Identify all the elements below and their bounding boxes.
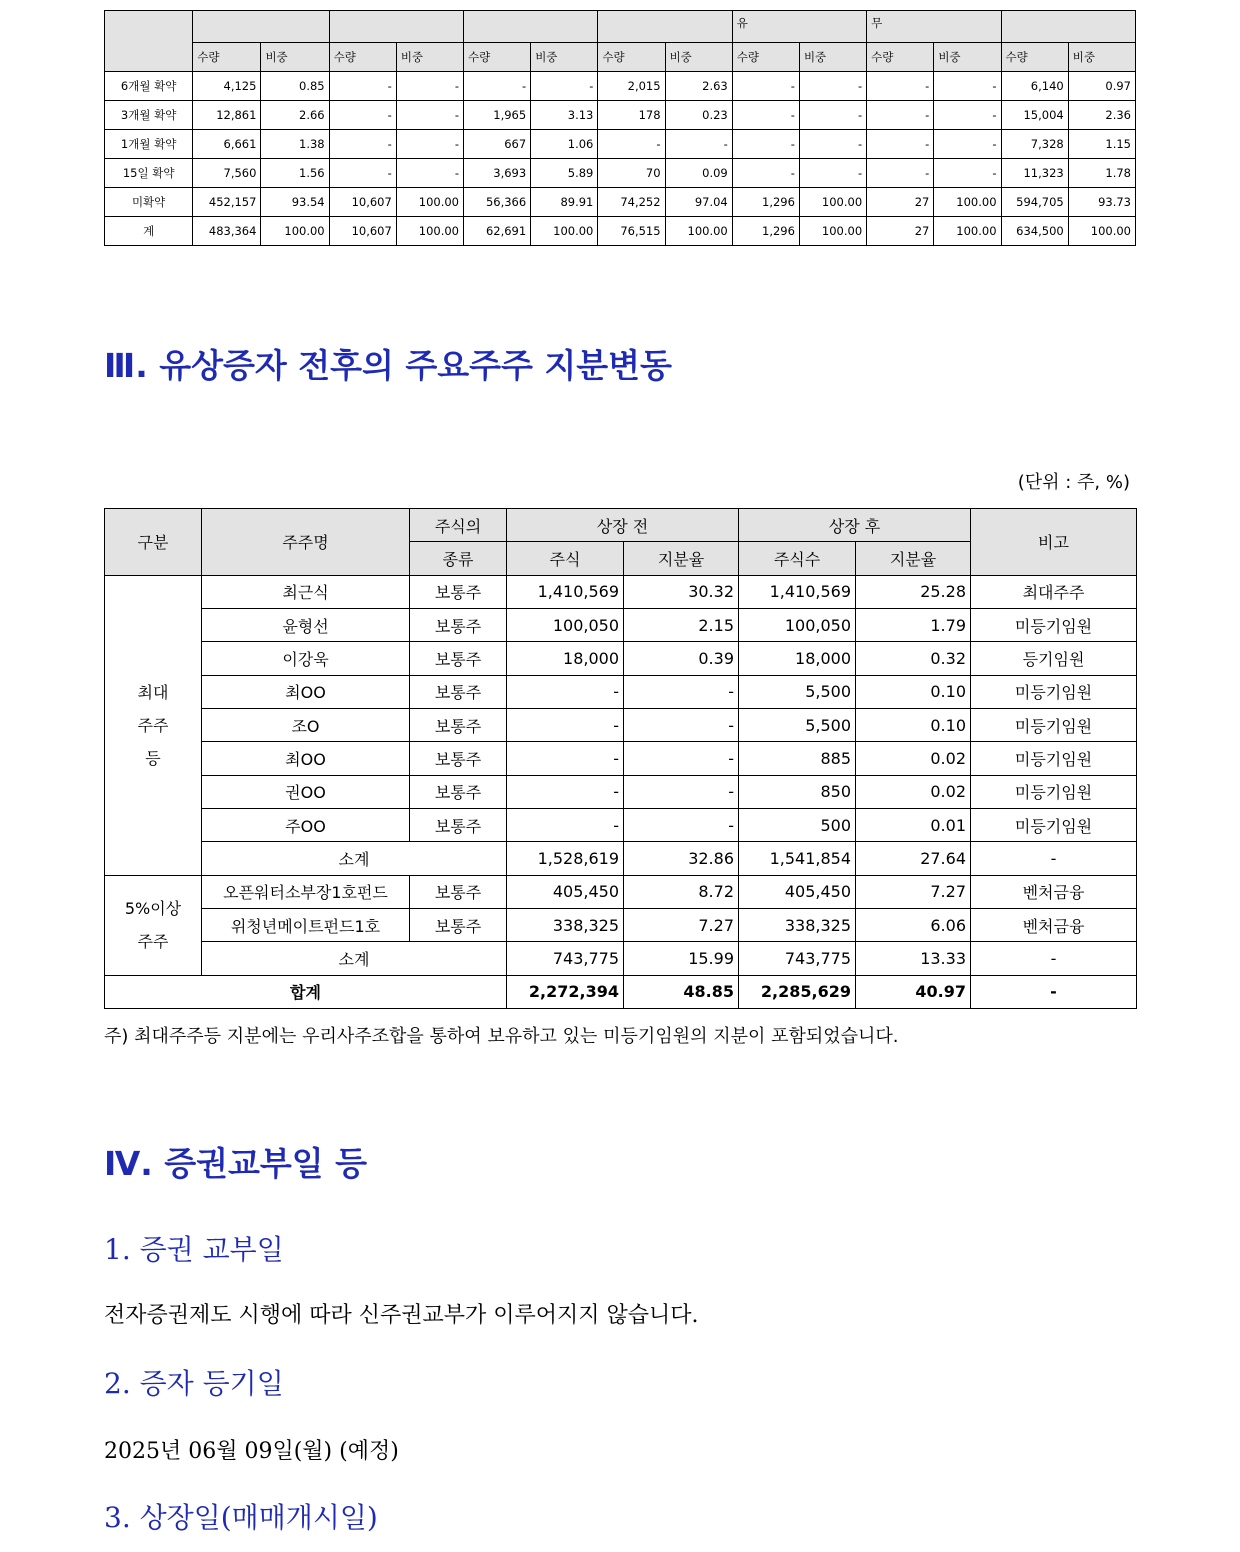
lockup-group-header: 무 — [867, 11, 1001, 43]
share-type: 보통주 — [410, 642, 507, 675]
cell-before-shares: 18,000 — [507, 642, 624, 675]
total-before-ratio: 48.85 — [624, 975, 739, 1008]
section4-title: Ⅳ. 증권교부일 등 — [104, 1144, 368, 1183]
share-type: 보통주 — [410, 708, 507, 741]
lockup-cell: 56,366 — [464, 188, 531, 217]
lockup-sub-header: 비중 — [799, 43, 866, 72]
lockup-cell: - — [329, 101, 396, 130]
cell-before-shares: 100,050 — [507, 608, 624, 641]
cell-before-shares: - — [507, 742, 624, 775]
lockup-cell: 100.00 — [799, 217, 866, 246]
cell-after-ratio: 0.02 — [856, 775, 971, 808]
cell-after-shares: 885 — [739, 742, 856, 775]
share-type: 보통주 — [410, 775, 507, 808]
cell-remark: 미등기임원 — [971, 608, 1137, 641]
lockup-cell: 5.89 — [531, 159, 598, 188]
cell-before-shares: - — [507, 675, 624, 708]
lockup-cell: - — [867, 159, 934, 188]
cell-after-shares: 5,500 — [739, 675, 856, 708]
lockup-cell: - — [732, 72, 799, 101]
lockup-cell: - — [396, 159, 463, 188]
lockup-row-label: 15일 확약 — [105, 159, 193, 188]
lockup-cell: 6,661 — [193, 130, 261, 159]
lockup-cell: 93.73 — [1068, 188, 1135, 217]
lockup-cell: - — [799, 159, 866, 188]
lockup-sub-header: 비중 — [261, 43, 329, 72]
header-category: 구분 — [105, 509, 202, 576]
lockup-table-body — [105, 72, 1136, 246]
cell-after-shares: 18,000 — [739, 642, 856, 675]
cell-remark: 미등기임원 — [971, 708, 1137, 741]
cell-before-shares: - — [507, 708, 624, 741]
header-ratio: 지분율 — [624, 542, 739, 575]
shareholder-table-body — [105, 575, 1137, 1008]
cell-before-ratio: 7.27 — [624, 908, 739, 941]
item2-text: 2025년 06월 09일(월) (예정) — [104, 1439, 399, 1464]
lockup-cell: 2.66 — [261, 101, 329, 130]
lockup-cell: - — [732, 101, 799, 130]
lockup-row — [105, 72, 1136, 101]
lockup-group-header-row — [105, 11, 1136, 43]
lockup-sub-header: 수량 — [867, 43, 934, 72]
lockup-cell: - — [799, 130, 866, 159]
shareholder-row — [105, 608, 1137, 641]
lockup-sub-header: 수량 — [464, 43, 531, 72]
lockup-cell: - — [867, 130, 934, 159]
cell-after-shares: 338,325 — [739, 908, 856, 941]
lockup-cell: - — [934, 130, 1001, 159]
cell-before-shares: 405,450 — [507, 875, 624, 908]
cell-after-shares: 500 — [739, 808, 856, 841]
lockup-cell: 100.00 — [396, 188, 463, 217]
shareholder-row — [105, 742, 1137, 775]
cell-before-ratio: - — [624, 775, 739, 808]
lockup-cell: - — [732, 159, 799, 188]
subtotal-row — [105, 842, 1137, 875]
shareholder-name: 이강욱 — [202, 642, 410, 675]
lockup-row-label: 계 — [105, 217, 193, 246]
group-label-line: 최대 — [137, 682, 169, 702]
header-remark: 비고 — [971, 509, 1137, 576]
lockup-cell: 0.09 — [665, 159, 732, 188]
lockup-cell: 100.00 — [934, 188, 1001, 217]
item2-title: 2. 증자 등기일 — [104, 1367, 284, 1400]
lockup-cell: 7,328 — [1001, 130, 1068, 159]
lockup-cell: 2,015 — [598, 72, 665, 101]
cell-after-shares: 1,410,569 — [739, 575, 856, 608]
lockup-cell: 7,560 — [193, 159, 261, 188]
lockup-sub-header: 비중 — [665, 43, 732, 72]
cell-before-ratio: 0.39 — [624, 642, 739, 675]
lockup-cell: 15,004 — [1001, 101, 1068, 130]
section3-title: Ⅲ. 유상증자 전후의 주요주주 지분변동 — [104, 346, 672, 385]
lockup-sub-header: 수량 — [732, 43, 799, 72]
share-type: 보통주 — [410, 608, 507, 641]
cell-after-shares: 850 — [739, 775, 856, 808]
group-label — [105, 575, 202, 875]
lockup-cell: - — [329, 159, 396, 188]
lockup-cell: 452,157 — [193, 188, 261, 217]
cell-before-ratio: 2.15 — [624, 608, 739, 641]
group-label — [105, 875, 202, 975]
share-type: 보통주 — [410, 808, 507, 841]
subtotal-after-shares: 1,541,854 — [739, 842, 856, 875]
lockup-sub-header: 비중 — [531, 43, 598, 72]
lockup-row-label: 미확약 — [105, 188, 193, 217]
lockup-cell: 594,705 — [1001, 188, 1068, 217]
subtotal-before-shares: 743,775 — [507, 942, 624, 975]
lockup-cell: - — [329, 130, 396, 159]
lockup-cell: - — [531, 72, 598, 101]
lockup-cell: - — [329, 72, 396, 101]
subtotal-label: 소계 — [202, 842, 507, 875]
lockup-cell: - — [799, 101, 866, 130]
total-label: 합계 — [105, 975, 507, 1008]
lockup-cell: 27 — [867, 188, 934, 217]
lockup-cell: 0.85 — [261, 72, 329, 101]
cell-before-ratio: - — [624, 708, 739, 741]
shareholder-table — [104, 508, 1137, 1009]
cell-before-ratio: 30.32 — [624, 575, 739, 608]
lockup-cell: 3,693 — [464, 159, 531, 188]
lockup-sub-header-row — [105, 43, 1136, 72]
cell-after-ratio: 25.28 — [856, 575, 971, 608]
header-name: 주주명 — [202, 509, 410, 576]
lockup-cell: 100.00 — [261, 217, 329, 246]
lockup-cell: - — [732, 130, 799, 159]
cell-after-ratio: 0.01 — [856, 808, 971, 841]
group-label-line: 주주 — [137, 715, 169, 735]
lockup-cell: 1.06 — [531, 130, 598, 159]
subtotal-after-ratio: 13.33 — [856, 942, 971, 975]
lockup-cell: 100.00 — [396, 217, 463, 246]
lockup-row — [105, 217, 1136, 246]
lockup-cell: - — [934, 72, 1001, 101]
lockup-cell: 1.56 — [261, 159, 329, 188]
shareholder-name: 조O — [202, 708, 410, 741]
item3-title: 3. 상장일(매매개시일) — [104, 1501, 378, 1534]
item1-title: 1. 증권 교부일 — [104, 1233, 284, 1266]
lockup-cell: - — [396, 101, 463, 130]
cell-after-ratio: 0.32 — [856, 642, 971, 675]
lockup-cell: 62,691 — [464, 217, 531, 246]
lockup-cell: 10,607 — [329, 188, 396, 217]
total-after-ratio: 40.97 — [856, 975, 971, 1008]
cell-remark: 미등기임원 — [971, 675, 1137, 708]
lockup-cell: 10,607 — [329, 217, 396, 246]
cell-remark: 미등기임원 — [971, 808, 1137, 841]
cell-remark: 미등기임원 — [971, 775, 1137, 808]
lockup-cell: 1.15 — [1068, 130, 1135, 159]
lockup-cell: - — [665, 130, 732, 159]
lockup-cell: - — [934, 101, 1001, 130]
lockup-cell: - — [867, 101, 934, 130]
lockup-cell: 2.63 — [665, 72, 732, 101]
shareholder-name: 권OO — [202, 775, 410, 808]
cell-after-ratio: 0.02 — [856, 742, 971, 775]
share-type: 보통주 — [410, 575, 507, 608]
cell-remark: 벤처금융 — [971, 908, 1137, 941]
lockup-cell: 100.00 — [799, 188, 866, 217]
subtotal-before-ratio: 32.86 — [624, 842, 739, 875]
lockup-cell: 1.78 — [1068, 159, 1135, 188]
share-type: 보통주 — [410, 875, 507, 908]
shareholder-name: 최OO — [202, 742, 410, 775]
cell-before-ratio: 8.72 — [624, 875, 739, 908]
shareholder-row — [105, 575, 1137, 608]
lockup-cell: - — [396, 130, 463, 159]
lockup-row-label: 1개월 확약 — [105, 130, 193, 159]
cell-remark: 최대주주 — [971, 575, 1137, 608]
lockup-cell: 178 — [598, 101, 665, 130]
header-ratio-after: 지분율 — [856, 542, 971, 575]
subtotal-remark: - — [971, 942, 1137, 975]
lockup-table — [104, 10, 1136, 246]
lockup-group-header — [1001, 11, 1135, 43]
lockup-cell: - — [598, 130, 665, 159]
lockup-group-header — [329, 11, 463, 43]
shareholder-name: 최근식 — [202, 575, 410, 608]
lockup-cell: 74,252 — [598, 188, 665, 217]
lockup-sub-header: 비중 — [1068, 43, 1135, 72]
cell-after-ratio: 0.10 — [856, 675, 971, 708]
share-type: 보통주 — [410, 675, 507, 708]
lockup-sub-header: 비중 — [396, 43, 463, 72]
lockup-cell: 12,861 — [193, 101, 261, 130]
total-row — [105, 975, 1137, 1008]
lockup-group-header — [598, 11, 732, 43]
share-type: 보통주 — [410, 742, 507, 775]
shareholder-row — [105, 875, 1137, 908]
shareholder-row — [105, 642, 1137, 675]
footnote: 주) 최대주주등 지분에는 우리사주조합을 통하여 보유하고 있는 미등기임원의 지분이 포함되었습니다. — [104, 1026, 899, 1047]
subtotal-after-shares: 743,775 — [739, 942, 856, 975]
shareholder-name: 오픈워터소부장1호펀드 — [202, 875, 410, 908]
lockup-row — [105, 130, 1136, 159]
cell-after-shares: 405,450 — [739, 875, 856, 908]
subtotal-after-ratio: 27.64 — [856, 842, 971, 875]
cell-before-shares: 338,325 — [507, 908, 624, 941]
lockup-sub-header: 수량 — [1001, 43, 1068, 72]
lockup-row — [105, 159, 1136, 188]
shareholder-row — [105, 675, 1137, 708]
shareholder-name: 주OO — [202, 808, 410, 841]
lockup-cell: 97.04 — [665, 188, 732, 217]
lockup-cell: 2.36 — [1068, 101, 1135, 130]
lockup-cell: - — [867, 72, 934, 101]
lockup-cell: 0.23 — [665, 101, 732, 130]
subtotal-before-ratio: 15.99 — [624, 942, 739, 975]
header-shares-after: 주식수 — [739, 542, 856, 575]
shareholder-name: 최OO — [202, 675, 410, 708]
cell-after-ratio: 7.27 — [856, 875, 971, 908]
cell-before-shares: - — [507, 775, 624, 808]
subtotal-remark: - — [971, 842, 1137, 875]
lockup-cell: 4,125 — [193, 72, 261, 101]
lockup-cell: - — [934, 159, 1001, 188]
shareholder-name: 위청년메이트펀드1호 — [202, 908, 410, 941]
group-label-line: 등 — [145, 748, 161, 768]
lockup-cell: 1,965 — [464, 101, 531, 130]
group-label-line: 5%이상 — [124, 899, 182, 919]
lockup-cell: 1,296 — [732, 188, 799, 217]
cell-after-ratio: 1.79 — [856, 608, 971, 641]
shareholder-row — [105, 708, 1137, 741]
cell-remark: 미등기임원 — [971, 742, 1137, 775]
cell-after-shares: 100,050 — [739, 608, 856, 641]
cell-before-ratio: - — [624, 675, 739, 708]
total-remark: - — [971, 975, 1137, 1008]
share-type: 보통주 — [410, 908, 507, 941]
lockup-row-label: 6개월 확약 — [105, 72, 193, 101]
lockup-cell: 100.00 — [531, 217, 598, 246]
lockup-cell: 483,364 — [193, 217, 261, 246]
header-shares: 주식 — [507, 542, 624, 575]
cell-remark: 벤처금융 — [971, 875, 1137, 908]
lockup-cell: 667 — [464, 130, 531, 159]
lockup-cell: - — [464, 72, 531, 101]
header-type-top: 주식의 — [410, 509, 507, 542]
lockup-row — [105, 188, 1136, 217]
shareholder-header-row — [105, 509, 1137, 542]
lockup-cell: 93.54 — [261, 188, 329, 217]
lockup-group-header — [464, 11, 598, 43]
lockup-row — [105, 101, 1136, 130]
lockup-sub-header: 수량 — [598, 43, 665, 72]
lockup-group-header — [193, 11, 329, 43]
lockup-sub-header: 수량 — [193, 43, 261, 72]
shareholder-row — [105, 808, 1137, 841]
total-before-shares: 2,272,394 — [507, 975, 624, 1008]
lockup-cell: 11,323 — [1001, 159, 1068, 188]
lockup-group-header: 유 — [732, 11, 866, 43]
lockup-cell: 89.91 — [531, 188, 598, 217]
cell-before-ratio: - — [624, 742, 739, 775]
lockup-cell: 1,296 — [732, 217, 799, 246]
group-label-line: 주주 — [137, 932, 169, 952]
header-after: 상장 후 — [739, 509, 971, 542]
cell-after-ratio: 6.06 — [856, 908, 971, 941]
unit-label: (단위 : 주, %) — [1017, 472, 1130, 493]
lockup-cell: 27 — [867, 217, 934, 246]
lockup-cell: 76,515 — [598, 217, 665, 246]
header-type-bottom: 종류 — [410, 542, 507, 575]
shareholder-name: 윤형선 — [202, 608, 410, 641]
cell-before-ratio: - — [624, 808, 739, 841]
lockup-cell: 70 — [598, 159, 665, 188]
lockup-cell: 1.38 — [261, 130, 329, 159]
lockup-cell: - — [799, 72, 866, 101]
subtotal-label: 소계 — [202, 942, 507, 975]
lockup-cell: 100.00 — [665, 217, 732, 246]
lockup-corner-cell — [105, 11, 193, 72]
item1-text: 전자증권제도 시행에 따라 신주권교부가 이루어지지 않습니다. — [104, 1303, 699, 1328]
lockup-row-label: 3개월 확약 — [105, 101, 193, 130]
lockup-cell: 634,500 — [1001, 217, 1068, 246]
lockup-cell: 100.00 — [1068, 217, 1135, 246]
lockup-cell: 0.97 — [1068, 72, 1135, 101]
header-before: 상장 전 — [507, 509, 739, 542]
lockup-cell: - — [396, 72, 463, 101]
lockup-cell: 6,140 — [1001, 72, 1068, 101]
lockup-sub-header: 비중 — [934, 43, 1001, 72]
cell-after-shares: 5,500 — [739, 708, 856, 741]
subtotal-row — [105, 942, 1137, 975]
cell-after-ratio: 0.10 — [856, 708, 971, 741]
cell-before-shares: 1,410,569 — [507, 575, 624, 608]
total-after-shares: 2,285,629 — [739, 975, 856, 1008]
cell-before-shares: - — [507, 808, 624, 841]
lockup-cell: 100.00 — [934, 217, 1001, 246]
cell-remark: 등기임원 — [971, 642, 1137, 675]
subtotal-before-shares: 1,528,619 — [507, 842, 624, 875]
shareholder-row — [105, 775, 1137, 808]
shareholder-row — [105, 908, 1137, 941]
lockup-cell: 3.13 — [531, 101, 598, 130]
lockup-sub-header: 수량 — [329, 43, 396, 72]
